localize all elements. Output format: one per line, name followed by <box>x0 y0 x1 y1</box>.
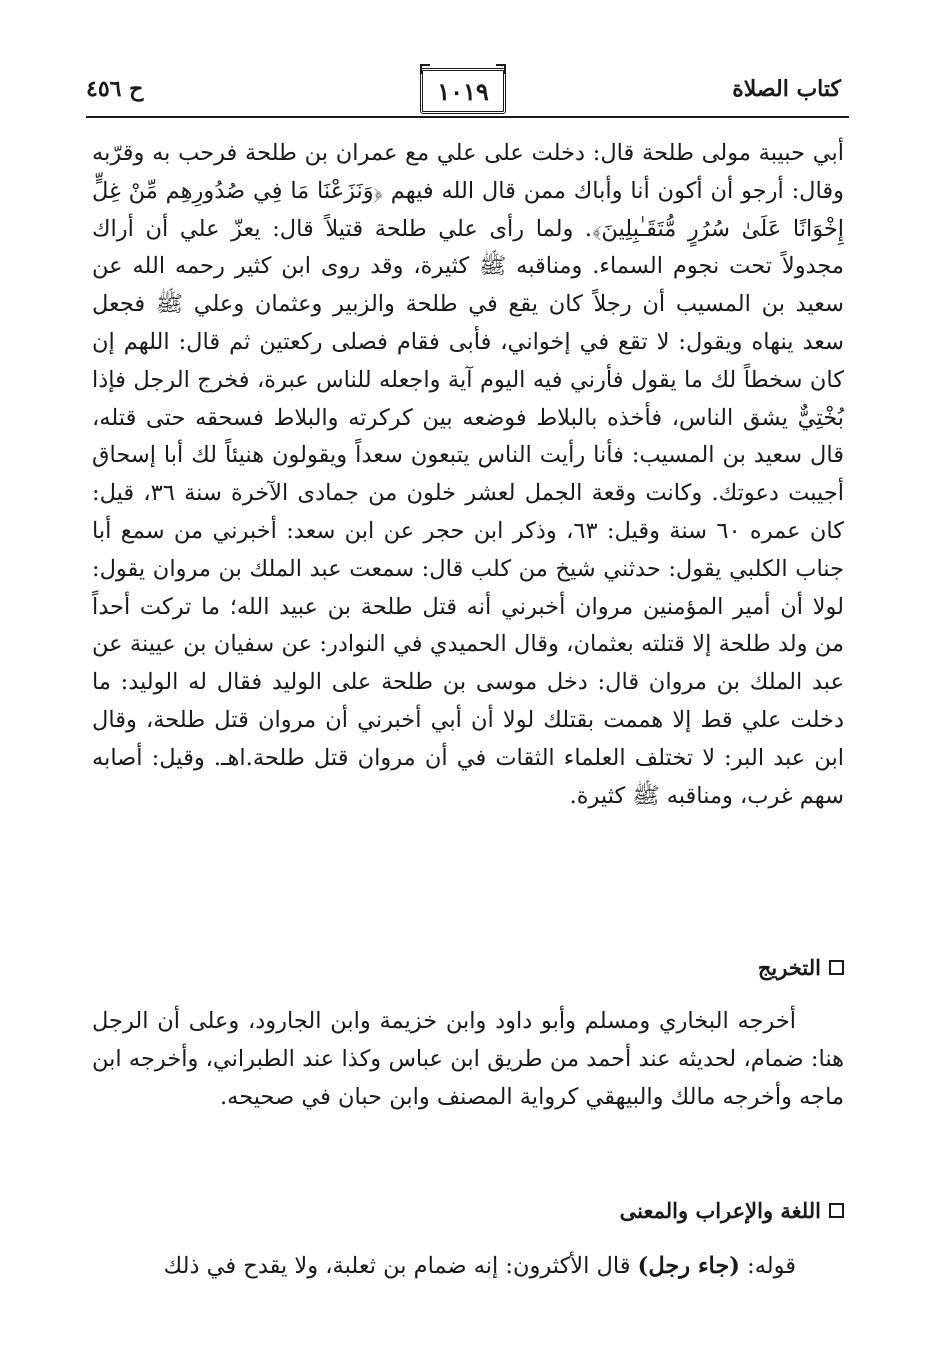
hadith-reference: ح ٤٥٦ <box>86 76 144 102</box>
body-paragraph-1: أبي حبيبة مولى طلحة قال: دخلت على علي مع عمران بن طلحة فرحب به وقرّبه وقال: أرجو أن أكون أنا وأباك ممن قال الله فيهم ﴿وَنَزَعْنَا مَا فِي صُدُورِهِم مِّنْ غِلٍّ إِخْوَانًا عَلَىٰ سُرُرٍ مُّتَقَـٰبِلِينَ﴾. ولما رأى علي طلحة قتيلاً قال: يعزّ علي أن أراك مجدولاً تحت نجوم السماء. ومناقبه ﷺ كثيرة، وقد روى ابن كثير رحمه الله عن سعيد بن المسيب أن رجلاً كان يقع في طلحة والزبير وعثمان وعلي ﷺ فجعل سعد ينهاه ويقول: لا تقع في إخواني، فأبى فقام فصلى ركعتين ثم قال: اللهم إن كان سخطاً لك ما يقول فأرني فيه اليوم آية واجعله للناس عبرة، فخرج الرجل فإذا بُخْتِيٌّ يشق الناس، فأخذه بالبلاط فوضعه بين كركرته والبلاط فسحقه حتى قتله، قال سعيد بن المسيب: فأنا رأيت الناس يتبعون سعداً ويقولون هنيئاً لك أبا إسحاق أجيبت دعوتك. وكانت وقعة الجمل لعشر خلون من جمادى الآخرة سنة ٣٦، قيل: كان عمره ٦٠ سنة وقيل: ٦٣، وذكر ابن حجر عن ابن سعد: أخبرني من سمع أبا جناب الكلبي يقول: حدثني شيخ من كلب قال: سمعت عبد الملك بن مروان يقول: لولا أن أمير المؤمنين مروان أخبرني أنه قتل طلحة بن عبيد الله؛ ما تركت أحداً من ولد طلحة إلا قتلته بعثمان، وقال الحميدي في النوادر: عن سفيان بن عيينة عن عبد الملك بن مروان قال: دخل موسى بن طلحة على الوليد فقال له الوليد: ما دخلت علي قط إلا هممت بقتلك لولا أن أبي أخبرني أن مروان قتل طلحة، وقال ابن عبد البر: لا تختلف العلماء الثقات في أن مروان قتل طلحة.اهـ. وقيل: أصابه سهم غرب، ومناقبه ﷺ كثيرة. <box>92 140 844 809</box>
square-bullet-icon <box>829 1203 844 1218</box>
section-heading-label: التخريج <box>757 955 821 980</box>
page-number: ١٠١٩ <box>420 68 506 114</box>
quoted-phrase: (جاء رجل) <box>637 1253 740 1279</box>
body-paragraph-2 <box>92 1003 844 1116</box>
running-title: كتاب الصلاة <box>732 76 841 102</box>
paragraph-2-text: أخرجه البخاري ومسلم وأبو داود وابن خزيمة وابن الجارود، وعلى أن الرجل هنا: ضمام، لحديثه عند أحمد من طريق ابن عباس وكذا عند الطبراني، وأخرجه ابن ماجه وأخرجه مالك والبيهقي كرواية المصنف وابن حبان في صحيحه. <box>92 1008 844 1110</box>
body-paragraph-3 <box>92 1248 844 1286</box>
section-heading-language <box>620 1198 844 1223</box>
paragraph-3-rest: قال الأكثرون: إنه ضمام بن ثعلبة، ولا يقدح في ذلك <box>163 1253 638 1279</box>
section-heading-label: اللغة والإعراب والمعنى <box>619 1198 821 1223</box>
paragraph-3-prefix: قوله: <box>739 1253 796 1279</box>
section-heading-takhrij <box>758 955 844 980</box>
header-rule <box>86 116 849 118</box>
square-bullet-icon <box>829 960 844 975</box>
